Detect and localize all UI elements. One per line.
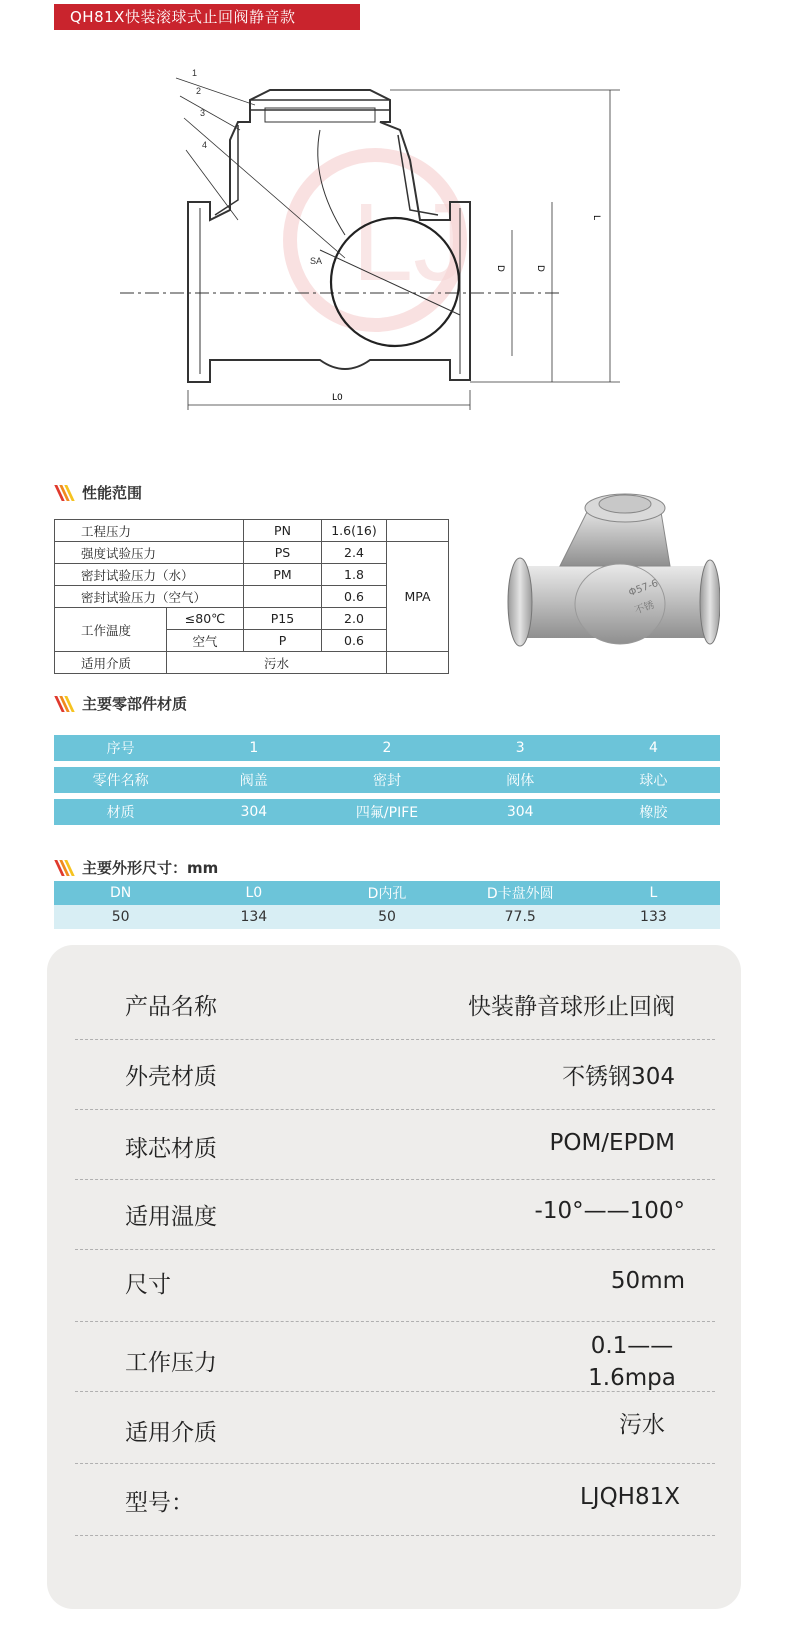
unit-cell: MPA [387, 542, 449, 652]
product-banner: QH81X快装滚球式止回阀静音款 [54, 4, 360, 30]
performance-section-title: 性能范围 [56, 482, 142, 503]
section-mark-icon [56, 696, 76, 712]
callout-1: 1 [192, 68, 198, 78]
spec-row-size: 尺寸 50mm [75, 1250, 715, 1322]
label-l: L [591, 215, 601, 221]
spec-row-core-material: 球芯材质 POM/EPDM [75, 1110, 715, 1180]
section-mark-icon [56, 485, 76, 501]
spec-row-model: 型号： LJQH81X [75, 1464, 715, 1536]
performance-table [54, 519, 449, 674]
table-row: 工作温度 ≤80℃ P15 2.0 [55, 608, 449, 630]
table-row: 密封试验压力（水） PM 1.8 [55, 564, 449, 586]
photo-marking-1: Φ57-6 [627, 578, 660, 599]
table-row: 适用介质 污水 [55, 652, 449, 674]
spec-row-product-name: 产品名称 快装静音球形止回阀 [75, 970, 715, 1040]
table-row: 密封试验压力（空气） 0.6 [55, 586, 449, 608]
svg-text:LJ: LJ [352, 181, 469, 304]
table-row: 工程压力 PN 1.6(16) [55, 520, 449, 542]
section-mark-icon [56, 860, 76, 876]
materials-row-material: 材质 304 四氟/PIFE 304 橡胶 [54, 799, 720, 825]
table-row: 空气 P 0.6 [55, 630, 449, 652]
materials-row-index: 序号 1 2 3 4 [54, 735, 720, 761]
label-l0: L0 [332, 393, 343, 403]
valve-technical-drawing [120, 60, 680, 440]
callout-2: 2 [196, 86, 202, 96]
label-sa: SA [310, 256, 323, 266]
materials-section-title: 主要零部件材质 [56, 693, 187, 714]
spec-row-shell-material: 外壳材质 不锈钢304 [75, 1040, 715, 1110]
callout-3: 3 [200, 108, 206, 118]
label-d-inner: D [495, 265, 505, 272]
table-row: 强度试验压力 PS 2.4 MPA [55, 542, 449, 564]
dimensions-header-row: DN L0 D内孔 D卡盘外圆 L [54, 881, 720, 905]
materials-row-part-name: 零件名称 阀盖 密封 阀体 球心 [54, 767, 720, 793]
spec-row-temperature: 适用温度 -10°——100° [75, 1180, 715, 1250]
product-photo [500, 486, 720, 676]
spec-row-pressure: 工作压力 0.1——1.6mpa [75, 1322, 715, 1392]
callout-4: 4 [202, 140, 208, 150]
spec-row-medium: 适用介质 污水 [75, 1392, 715, 1464]
dimensions-value-row: 50 134 50 77.5 133 [54, 905, 720, 929]
label-d-outer: D [535, 265, 545, 272]
photo-marking-2: 不锈 [633, 599, 656, 617]
dimensions-section-title: 主要外形尺寸：mm [56, 857, 218, 878]
